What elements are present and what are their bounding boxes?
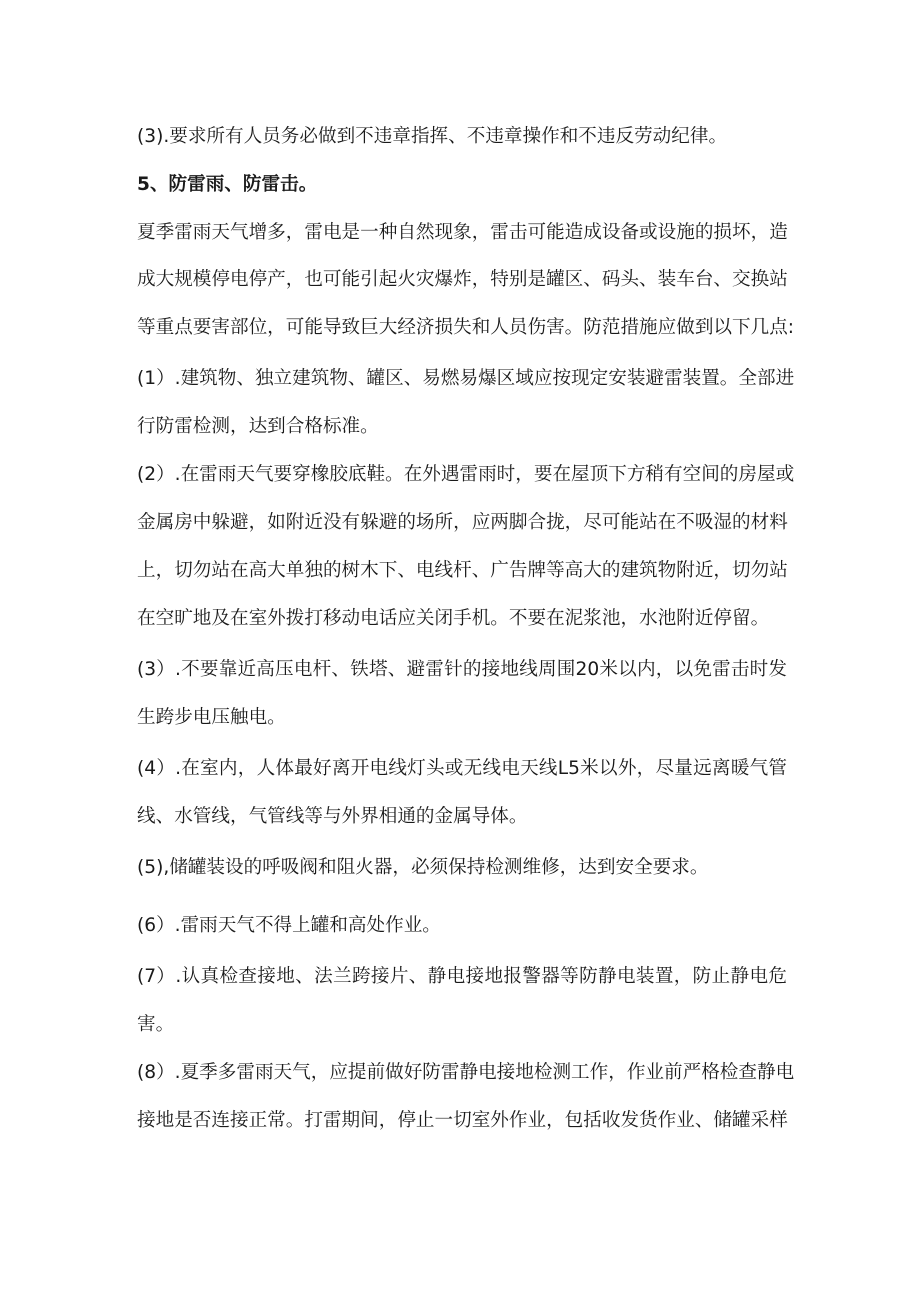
list-item-3-line: (3）.不要靠近高压电杆、铁塔、避雷针的接地线周围20米以内，以免雷击时发 — [137, 659, 787, 680]
list-item-2-line: (2）.在雷雨天气要穿橡胶底鞋。在外遇雷雨时，要在屋顶下方稍有空间的房屋或 — [137, 464, 795, 485]
list-item-3-line: 生跨步电压触电。 — [137, 707, 286, 728]
list-item-7-line: 害。 — [137, 1014, 175, 1035]
list-item-8-line: 接地是否连接正常。打雷期间，停止一切室外作业，包括收发货作业、储罐采样 — [137, 1110, 788, 1131]
list-item-2-line: 金属房中躲避，如附近没有躲避的场所，应两脚合拢，尽可能站在不吸湿的材料 — [137, 512, 788, 533]
list-item-5-line: (5),储罐装设的呼吸阀和阻火器，必须保持检测维修，达到安全要求。 — [137, 857, 709, 878]
paragraph-line: 成大规模停电停产，也可能引起火灾爆炸，特别是罐区、码头、装车台、交换站 — [137, 269, 788, 290]
list-item-4-line: (4）.在室内，人体最好离开电线灯头或无线电天线L5米以外，尽量远离暖气管 — [137, 758, 787, 779]
list-item-2-line: 上，切勿站在高大单独的树木下、电线杆、广告牌等高大的建筑物附近，切勿站 — [137, 560, 788, 581]
paragraph-line-item-3-discipline: (3).要求所有人员务必做到不违章指挥、不违章操作和不违反劳动纪律。 — [137, 126, 728, 147]
list-item-1-line: 行防雷检测，达到合格标准。 — [137, 416, 379, 437]
list-item-7-line: (7）.认真检查接地、法兰跨接片、静电接地报警器等防静电装置，防止静电危 — [137, 966, 787, 987]
paragraph-line: 夏季雷雨天气增多，雷电是一种自然现象，雷击可能造成设备或设施的损坏，造 — [137, 222, 788, 243]
paragraph-line: 等重点要害部位，可能导致巨大经济损失和人员伤害。防范措施应做到以下几点: — [137, 317, 795, 338]
list-item-6-line: (6）.雷雨天气不得上罐和高处作业。 — [137, 915, 441, 936]
list-item-4-line: 线、水管线，气管线等与外界相通的金属导体。 — [137, 806, 528, 827]
section-heading-lightning-protection: 5、防雷雨、防雷击。 — [137, 174, 318, 195]
list-item-1-line: (1）.建筑物、独立建筑物、罐区、易燃易爆区域应按现定安装避雷装置。全部进 — [137, 368, 795, 389]
list-item-2-line: 在空旷地及在室外拨打移动电话应关闭手机。不要在泥浆池，水池附近停留。 — [137, 608, 770, 629]
list-item-8-line: (8）.夏季多雷雨天气，应提前做好防雷静电接地检测工作，作业前严格检查静电 — [137, 1062, 795, 1083]
